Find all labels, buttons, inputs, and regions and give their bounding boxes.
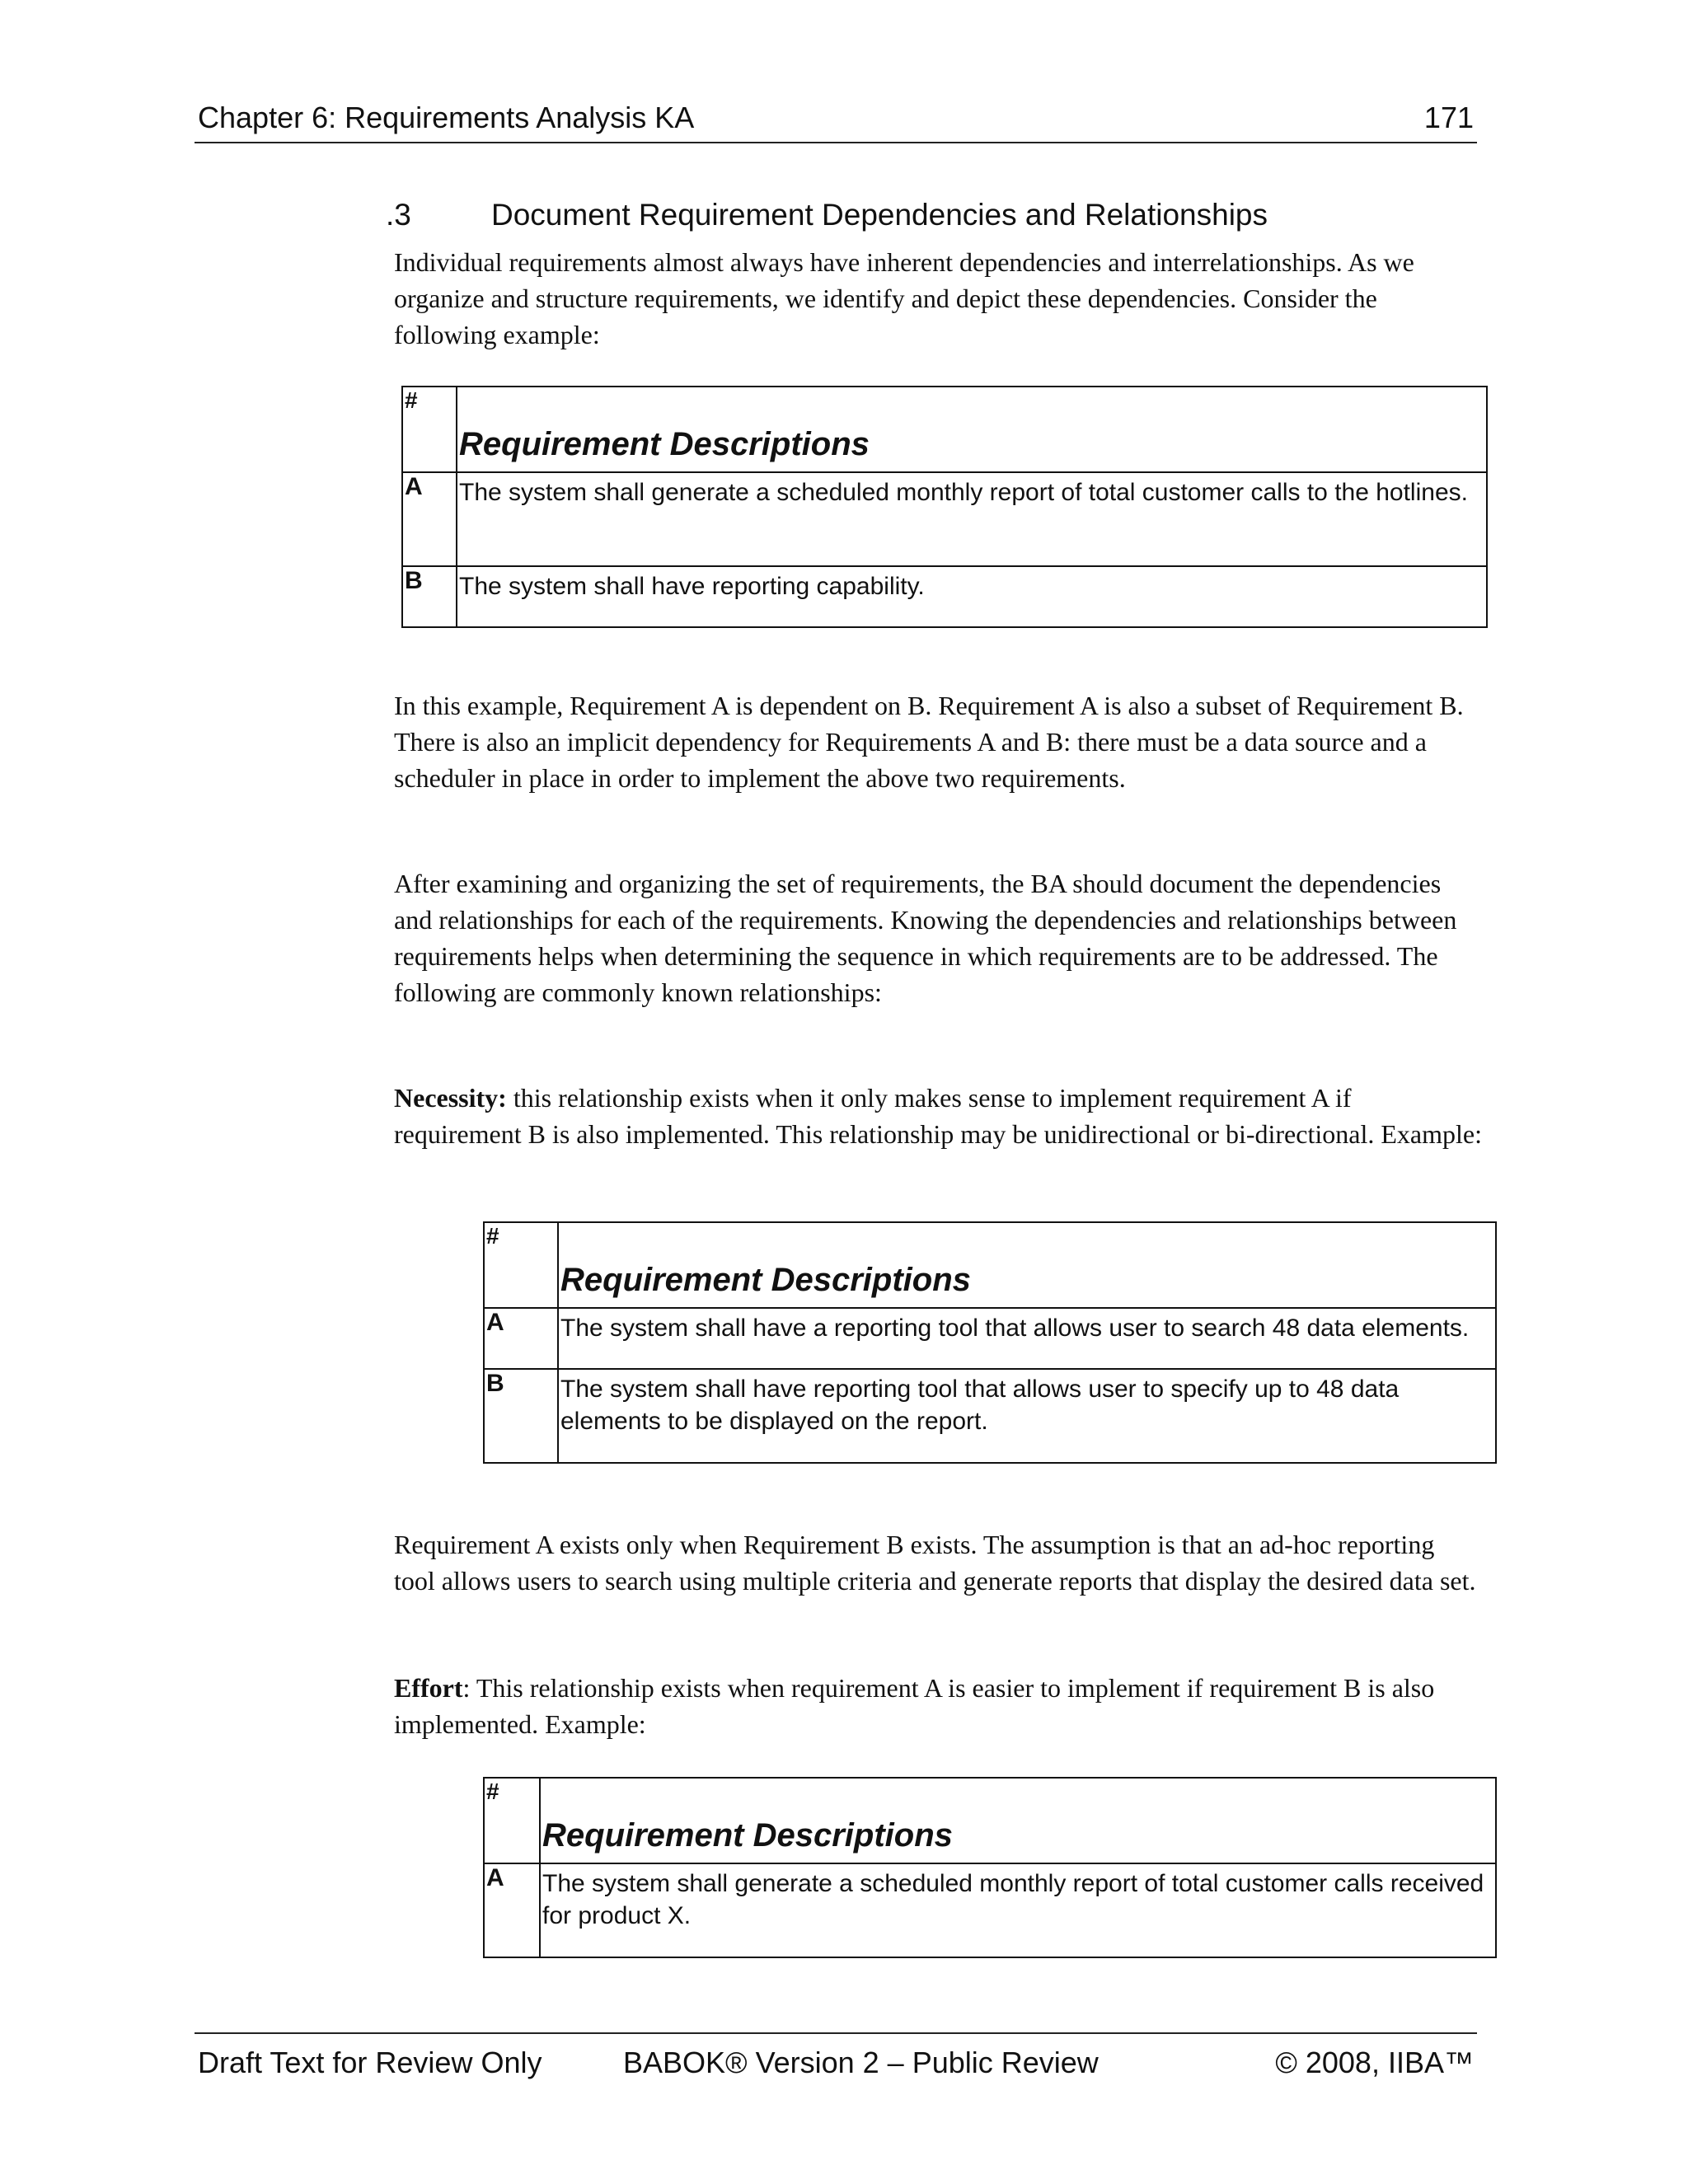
table-heading: Requirement Descriptions — [459, 426, 870, 462]
table-row — [402, 566, 1487, 627]
row-id: A — [402, 472, 457, 566]
relationships-intro-paragraph: After examining and organizing the set of requirements, the BA should document the dependencies and relationships for each of the requirements. Knowing the dependencies and relationships between requirements helps when determining the sequence in which requirements are to be addressed. The following are commonly known relationships: — [394, 869, 1457, 1007]
section-title: Document Requirement Dependencies and Relationships — [491, 198, 1268, 232]
effort-definition: : This relationship exists when requirement A is easier to implement if requirement B is also implemented. Example: — [394, 1673, 1435, 1739]
table-header-row — [484, 1222, 1496, 1308]
requirements-table-1 — [401, 386, 1488, 628]
hash-header: # — [484, 1222, 558, 1308]
row-description: The system shall have a reporting tool that allows user to search 48 data elements. — [558, 1308, 1496, 1369]
table-heading-cell — [558, 1222, 1496, 1308]
necessity-paragraph — [394, 1080, 1482, 1152]
chapter-title: Chapter 6: Requirements Analysis KA — [198, 101, 695, 134]
effort-paragraph — [394, 1670, 1482, 1742]
example-explanation-paragraph: In this example, Requirement A is dependent on B. Requirement A is also a subset of Requirement B. There is also an implicit dependency for Requirements A and B: there must be a data source and a scheduler in place in order to implement the above two requirements. — [394, 691, 1464, 793]
row-description: The system shall have reporting capability. — [457, 566, 1487, 627]
row-description: The system shall have reporting tool that allows user to specify up to 48 data elements to be displayed on the report. — [558, 1369, 1496, 1463]
row-description: The system shall generate a scheduled monthly report of total customer calls received for product X. — [540, 1863, 1496, 1957]
table-row — [402, 472, 1487, 566]
table-heading-cell — [457, 387, 1487, 472]
table-row — [484, 1308, 1496, 1369]
hash-header: # — [402, 387, 457, 472]
table-header-row — [402, 387, 1487, 472]
intro-paragraph: Individual requirements almost always have inherent dependencies and interrelationships. As we organize and structure requirements, we identify and depict these dependencies. Consider the following example: — [394, 247, 1414, 349]
row-description: The system shall generate a scheduled monthly report of total customer calls to the hotlines. — [457, 472, 1487, 566]
table-heading: Requirement Descriptions — [560, 1262, 971, 1298]
page-number: 171 — [1423, 101, 1474, 134]
row-id: B — [484, 1369, 558, 1463]
footer-version: BABOK® Version 2 – Public Review — [623, 2046, 1099, 2079]
necessity-term: Necessity: — [394, 1083, 507, 1113]
requirements-table-3 — [483, 1777, 1497, 1958]
requirements-table-2 — [483, 1221, 1497, 1464]
hash-header: # — [484, 1778, 540, 1863]
effort-term: Effort — [394, 1673, 463, 1703]
necessity-definition: this relationship exists when it only makes sense to implement requirement A if requirement B is also implemented. This relationship may be unidirectional or bi-directional. Example: — [394, 1083, 1482, 1149]
section-heading — [386, 198, 1268, 232]
table-heading: Requirement Descriptions — [542, 1817, 953, 1854]
section-number: .3 — [386, 198, 411, 232]
row-id: A — [484, 1863, 540, 1957]
table-row — [484, 1863, 1496, 1957]
table-row — [484, 1369, 1496, 1463]
table-heading-cell — [540, 1778, 1496, 1863]
necessity-explanation-paragraph: Requirement A exists only when Requirement B exists. The assumption is that an ad-hoc reporting tool allows users to search using multiple criteria and generate reports that display the desired data set. — [394, 1530, 1476, 1596]
footer-draft-note: Draft Text for Review Only — [198, 2046, 542, 2079]
footer-copyright: © 2008, IIBA™ — [1275, 2046, 1474, 2079]
row-id: A — [484, 1308, 558, 1369]
table-header-row — [484, 1778, 1496, 1863]
page-header — [195, 99, 1477, 143]
row-id: B — [402, 566, 457, 627]
page-footer — [195, 2032, 1477, 2083]
